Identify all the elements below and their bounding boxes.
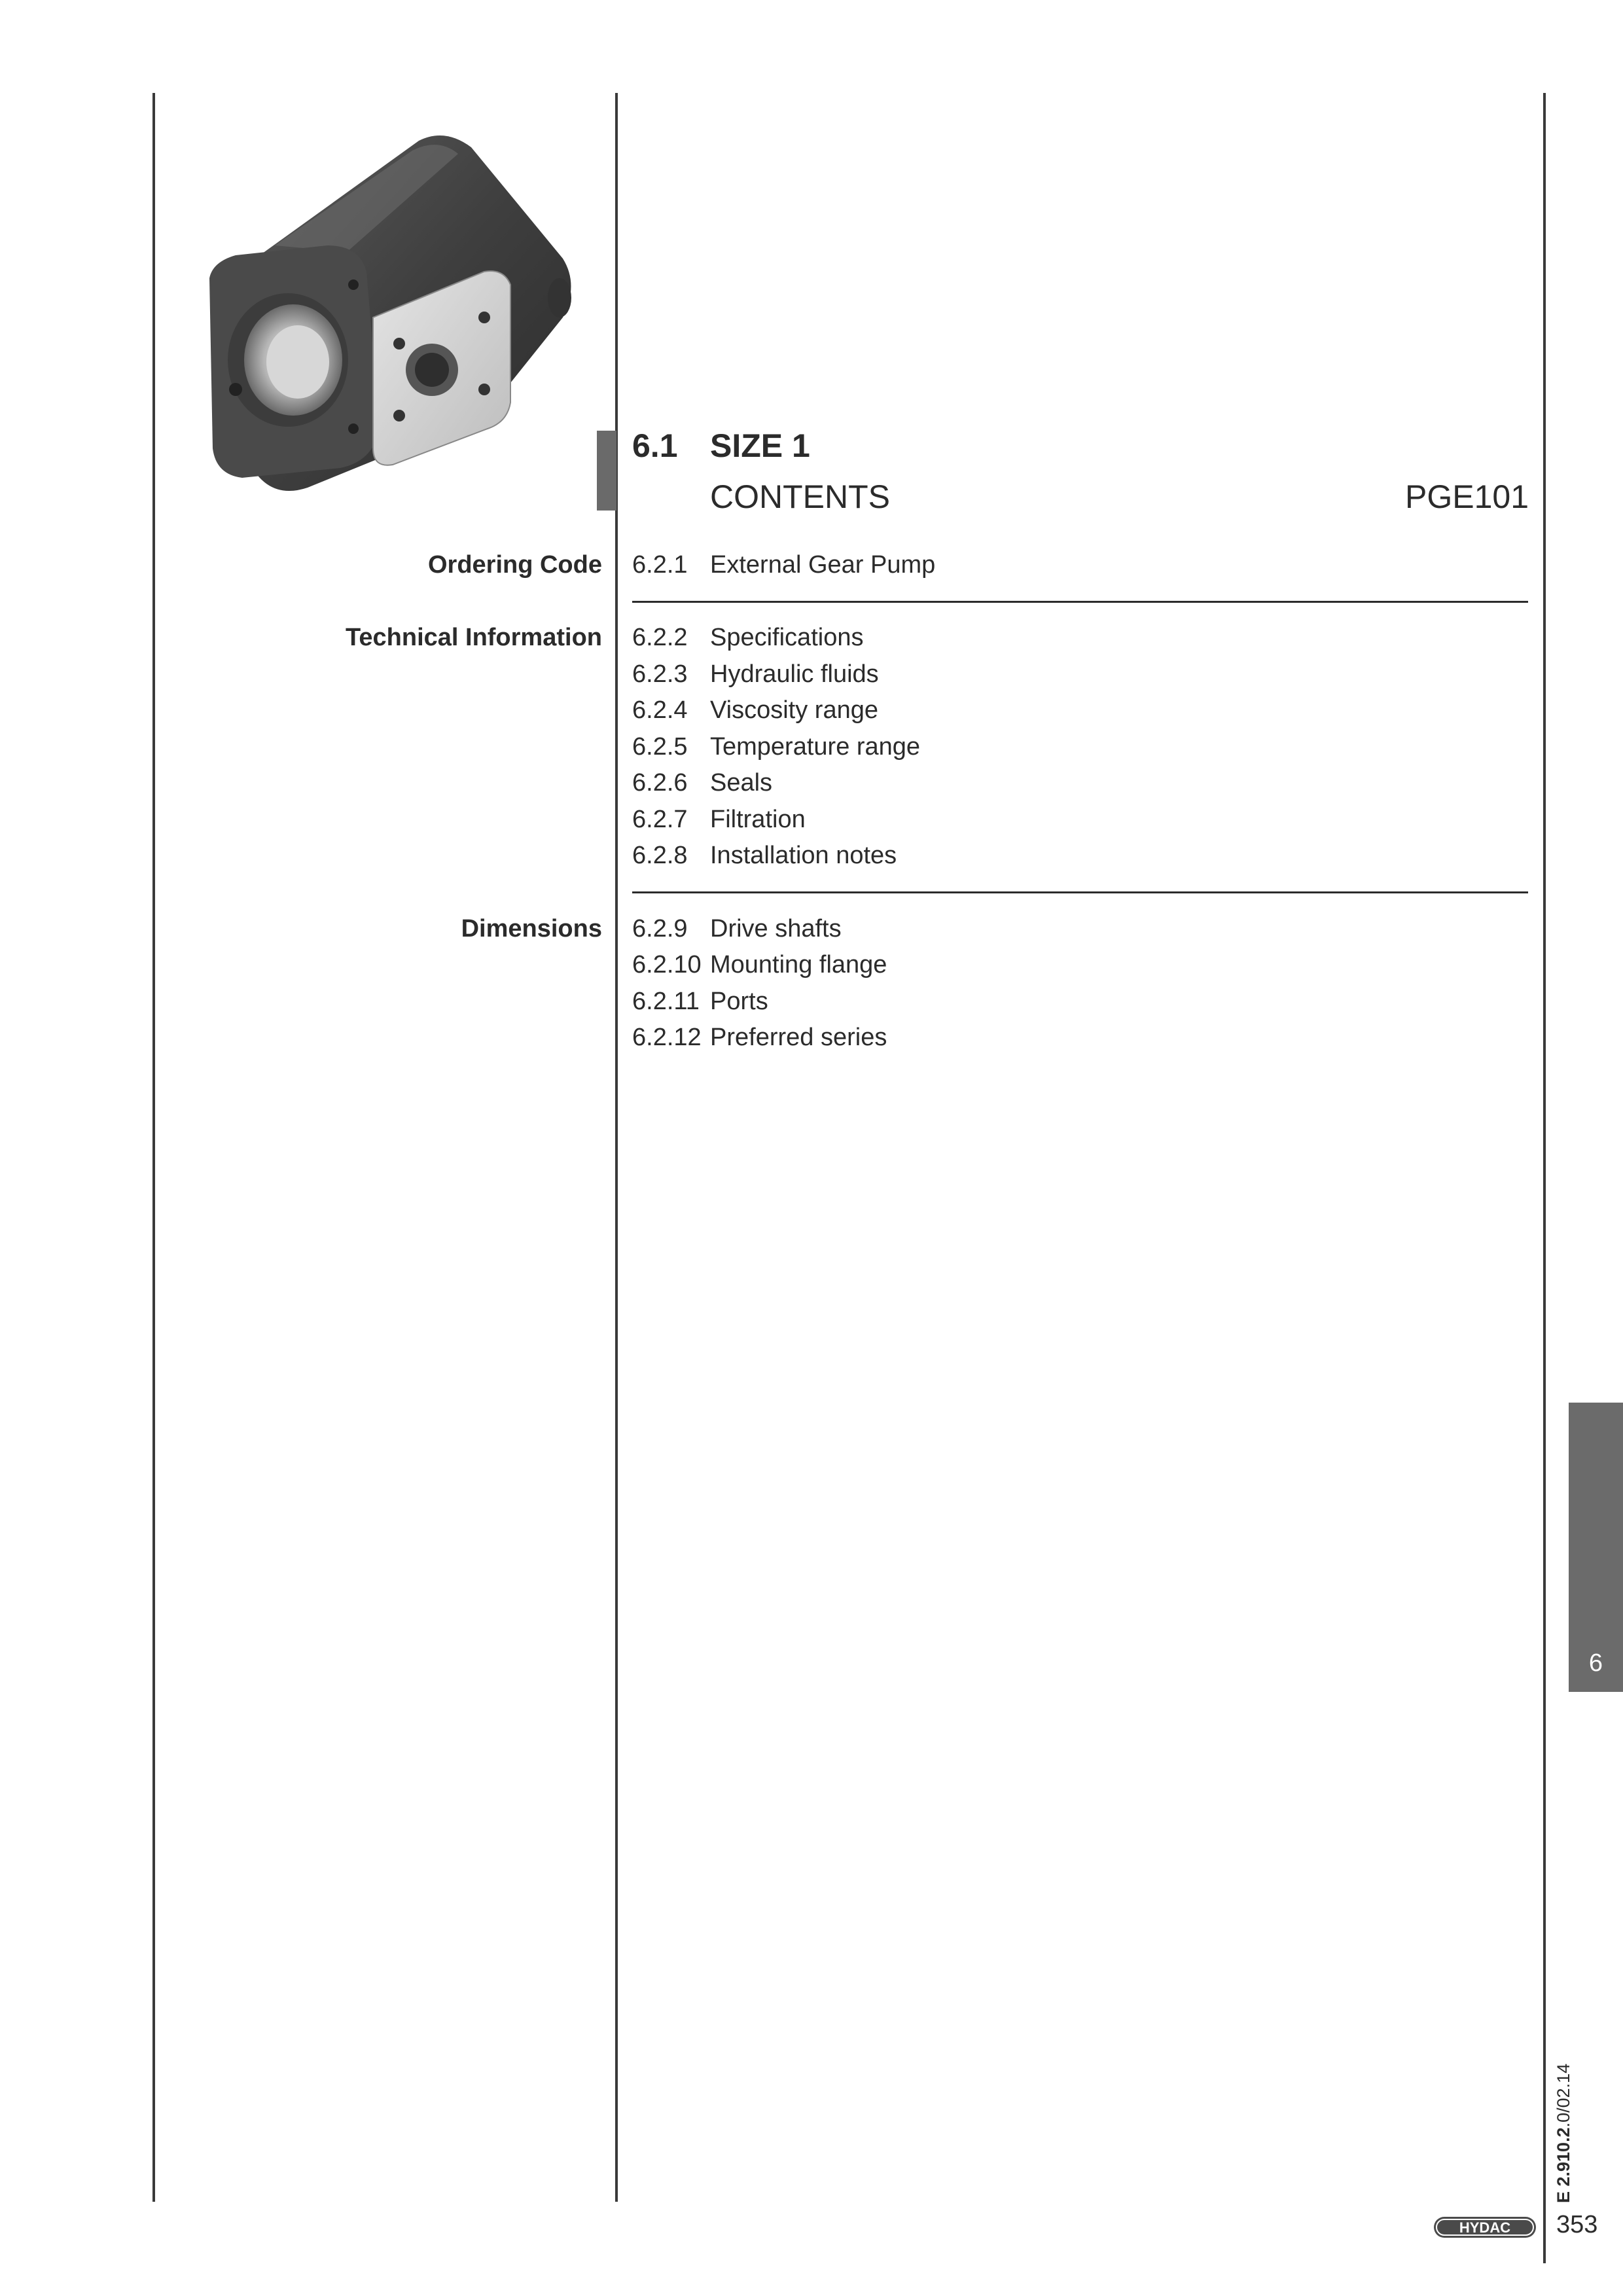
- hydac-logo-icon: [1433, 2216, 1537, 2238]
- toc-item-number: 6.2.1: [632, 551, 688, 579]
- group-label-technical-information: Technical Information: [345, 624, 602, 651]
- group-label-ordering-code: Ordering Code: [427, 551, 602, 579]
- document-code: [1554, 2064, 1574, 2203]
- section-marker-bar: [597, 431, 616, 511]
- toc-item-label: Hydraulic fluids: [710, 660, 879, 688]
- page-number: 353: [1556, 2211, 1598, 2238]
- toc-item-number: 6.2.7: [632, 806, 688, 833]
- document-code-bold: E 2.910.2: [1554, 2127, 1573, 2203]
- section-subtitle: CONTENTS: [710, 478, 890, 515]
- group-divider: [632, 601, 1528, 603]
- document-code-rest: .0/02.14: [1554, 2063, 1573, 2128]
- gear-pump-image: [196, 121, 576, 494]
- toc-item-number: 6.2.6: [632, 769, 688, 797]
- toc-item-number: 6.2.2: [632, 624, 688, 651]
- chapter-number: 6: [1588, 1649, 1603, 1677]
- product-code: PGE101: [1404, 478, 1529, 515]
- toc-item-label: External Gear Pump: [710, 551, 936, 579]
- toc-item-label: Ports: [710, 988, 768, 1015]
- toc-item-number: 6.2.3: [632, 660, 688, 688]
- toc-item-number: 6.2.12: [632, 1024, 702, 1051]
- logo-text: HYDAC: [1459, 2219, 1511, 2236]
- toc-item-label: Preferred series: [710, 1024, 887, 1051]
- toc-item-label: Seals: [710, 769, 773, 797]
- toc-item-number: 6.2.8: [632, 842, 688, 869]
- group-divider: [632, 891, 1528, 893]
- right-border-line: [1543, 93, 1546, 2263]
- section-number: 6.1: [632, 427, 678, 464]
- toc-item-number: 6.2.10: [632, 951, 702, 978]
- toc-item-number: 6.2.9: [632, 915, 688, 942]
- section-title: SIZE 1: [710, 427, 810, 464]
- toc-item-label: Specifications: [710, 624, 864, 651]
- toc-item-label: Viscosity range: [710, 696, 878, 724]
- toc-item-number: 6.2.5: [632, 733, 688, 761]
- group-label-dimensions: Dimensions: [461, 915, 602, 942]
- chapter-tab[interactable]: [1569, 1403, 1623, 1692]
- toc-item-number: 6.2.4: [632, 696, 688, 724]
- toc-item-label: Drive shafts: [710, 915, 842, 942]
- left-border-line: [152, 93, 155, 2202]
- toc-item-label: Temperature range: [710, 733, 921, 761]
- column-divider-line: [615, 93, 618, 2202]
- toc-item-number: 6.2.11: [632, 988, 700, 1015]
- toc-item-label: Installation notes: [710, 842, 897, 869]
- toc-item-label: Filtration: [710, 806, 806, 833]
- toc-item-label: Mounting flange: [710, 951, 887, 978]
